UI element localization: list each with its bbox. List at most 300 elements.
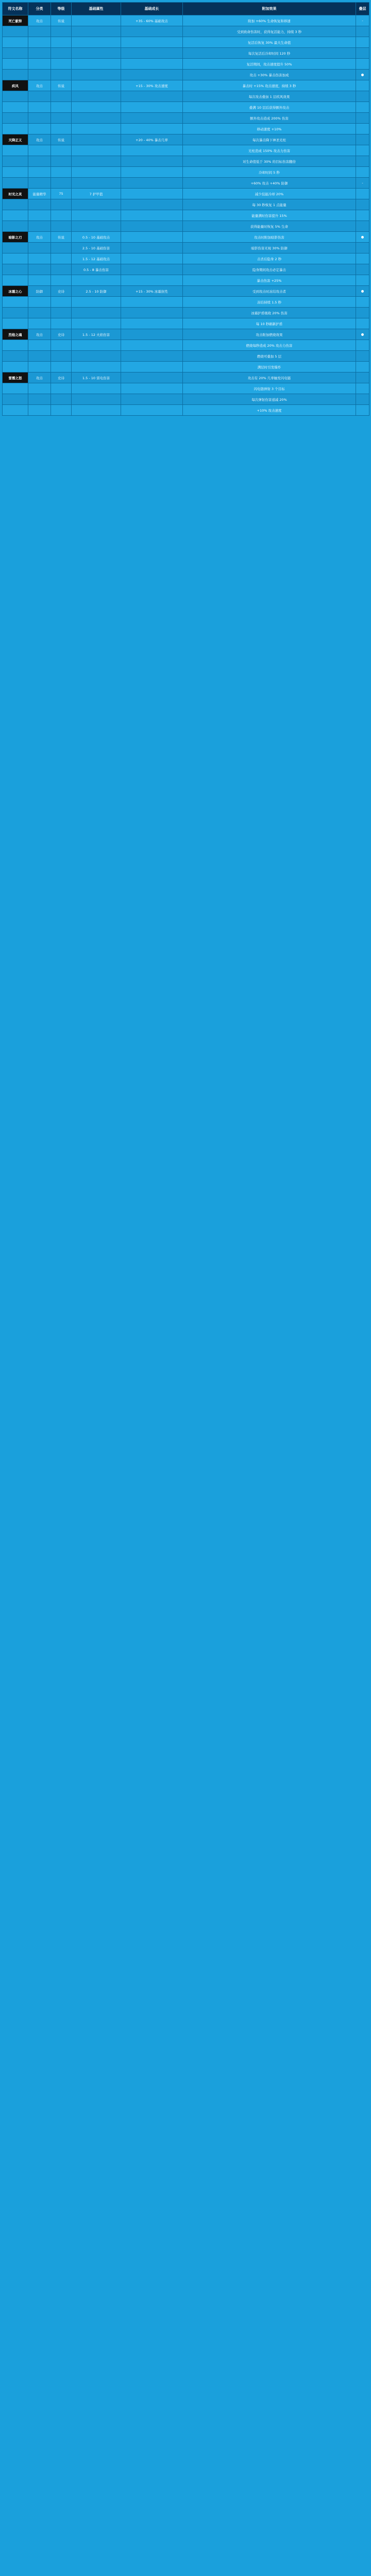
table-row — [3, 405, 369, 416]
table-row — [3, 145, 369, 156]
cell-type — [28, 156, 51, 167]
cell-base — [72, 134, 121, 145]
cell-level — [51, 145, 72, 156]
cell-growth — [121, 253, 183, 264]
cell-effect: 受到攻击时冻结攻击者 — [183, 286, 356, 297]
cell-name — [3, 340, 28, 351]
table-row — [3, 37, 369, 48]
cell-stack: - — [356, 15, 369, 26]
cell-name — [3, 210, 28, 221]
cell-name — [3, 26, 28, 37]
cell-type: 攻击 — [28, 372, 51, 383]
cell-base — [72, 91, 121, 102]
cell-growth — [121, 329, 183, 340]
cell-stack — [356, 48, 369, 59]
cell-type: 攻击 — [28, 80, 51, 91]
cell-level — [51, 318, 72, 329]
cell-effect: 冻结持续 1.5 秒 — [183, 297, 356, 308]
cell-name: 死亡献祭 — [3, 15, 28, 26]
cell-stack — [356, 113, 369, 124]
cell-level — [51, 221, 72, 232]
cell-growth — [121, 70, 183, 80]
cell-base: 0.5 - 10 基础攻击 — [72, 232, 121, 243]
table-row — [3, 113, 369, 124]
cell-level — [51, 91, 72, 102]
cell-effect: 攻击有 20% 几率触发闪电链 — [183, 372, 356, 383]
column-header: 基础属性 — [72, 3, 121, 15]
cell-effect: 暴击时 +15% 攻击速度，持续 3 秒 — [183, 80, 356, 91]
cell-level — [51, 59, 72, 70]
cell-growth — [121, 372, 183, 383]
cell-name — [3, 308, 28, 318]
cell-stack — [356, 37, 369, 48]
cell-stack — [356, 394, 369, 405]
cell-base: 2.5 - 10 基础伤害 — [72, 243, 121, 253]
cell-type — [28, 275, 51, 286]
cell-stack — [356, 199, 369, 210]
cell-name — [3, 264, 28, 275]
table-row — [3, 189, 369, 199]
cell-level: 史诗 — [51, 286, 72, 297]
cell-level — [51, 102, 72, 113]
cell-level — [51, 48, 72, 59]
cell-effect: 攻击时附加暗影伤害 — [183, 232, 356, 243]
cell-stack — [356, 102, 369, 113]
cell-base — [72, 362, 121, 372]
table-row — [3, 15, 369, 26]
cell-type — [28, 308, 51, 318]
cell-effect: 燃烧每秒造成 20% 攻击力伤害 — [183, 340, 356, 351]
cell-effect: 对生命值低于 30% 的目标伤害翻倍 — [183, 156, 356, 167]
table-row — [3, 372, 369, 383]
cell-stack: ● — [356, 329, 369, 340]
cell-effect: 满层时引发爆炸 — [183, 362, 356, 372]
table-body — [3, 15, 369, 416]
cell-base — [72, 102, 121, 113]
table-row — [3, 286, 369, 297]
cell-base — [72, 394, 121, 405]
cell-level: 史诗 — [51, 372, 72, 383]
table-row — [3, 167, 369, 178]
cell-level — [51, 253, 72, 264]
cell-effect: 复活后恢复 30% 最大生命值 — [183, 37, 356, 48]
cell-effect: 每 30 秒恢复 1 点能量 — [183, 199, 356, 210]
cell-base — [72, 297, 121, 308]
cell-type — [28, 383, 51, 394]
table-row — [3, 91, 369, 102]
table-row — [3, 264, 369, 275]
column-header: 叠层 — [356, 3, 369, 15]
cell-name — [3, 156, 28, 167]
cell-type — [28, 102, 51, 113]
cell-growth — [121, 394, 183, 405]
cell-growth — [121, 91, 183, 102]
cell-level — [51, 37, 72, 48]
cell-type: 能量精华 — [28, 189, 51, 199]
cell-level — [51, 113, 72, 124]
cell-growth — [121, 243, 183, 253]
cell-base: 0.5 - 8 暴击伤害 — [72, 264, 121, 275]
cell-level — [51, 362, 72, 372]
cell-growth — [121, 308, 183, 318]
cell-base — [72, 199, 121, 210]
cell-stack — [356, 275, 369, 286]
column-header: 分类 — [28, 3, 51, 15]
cell-effect: 每次攻击叠加 1 层疾风效果 — [183, 91, 356, 102]
cell-base — [72, 26, 121, 37]
column-header: 等级 — [51, 3, 72, 15]
table-row — [3, 48, 369, 59]
cell-stack — [356, 134, 369, 145]
cell-name — [3, 70, 28, 80]
cell-base — [72, 383, 121, 394]
cell-stack — [356, 145, 369, 156]
cell-stack — [356, 189, 369, 199]
cell-name — [3, 91, 28, 102]
cell-base — [72, 48, 121, 59]
cell-stack — [356, 362, 369, 372]
cell-type — [28, 59, 51, 70]
table-row — [3, 351, 369, 362]
cell-growth — [121, 264, 183, 275]
cell-base — [72, 113, 121, 124]
table-row — [3, 221, 369, 232]
cell-growth — [121, 37, 183, 48]
cell-growth — [121, 362, 183, 372]
cell-growth — [121, 48, 183, 59]
table-row — [3, 329, 369, 340]
cell-growth — [121, 340, 183, 351]
cell-growth — [121, 59, 183, 70]
cell-level — [51, 340, 72, 351]
cell-base: 7 护甲值 — [72, 189, 121, 199]
cell-stack: ● — [356, 286, 369, 297]
cell-type: 攻击 — [28, 134, 51, 145]
table-row — [3, 199, 369, 210]
cell-name — [3, 124, 28, 134]
cell-type — [28, 351, 51, 362]
cell-effect: 光柱造成 150% 攻击力伤害 — [183, 145, 356, 156]
cell-growth — [121, 199, 183, 210]
cell-level — [51, 199, 72, 210]
cell-effect: 每次复活后冷却时间 120 秒 — [183, 48, 356, 59]
cell-base: 1.5 - 10 雷电伤害 — [72, 372, 121, 383]
cell-level — [51, 167, 72, 178]
table-row — [3, 243, 369, 253]
cell-effect: 攻击附加燃烧效果 — [183, 329, 356, 340]
cell-base — [72, 178, 121, 189]
table-header-row — [3, 3, 369, 15]
cell-type — [28, 340, 51, 351]
cell-base — [72, 318, 121, 329]
cell-effect: 叠满 10 层后获得额外攻击 — [183, 102, 356, 113]
cell-name — [3, 167, 28, 178]
cell-name: 疾风 — [3, 80, 28, 91]
column-header: 附加效果 — [183, 3, 356, 15]
cell-effect: 攻击 +30% 暴击伤害加成 — [183, 70, 356, 80]
cell-level — [51, 178, 72, 189]
table-row — [3, 80, 369, 91]
cell-name — [3, 351, 28, 362]
cell-base — [72, 405, 121, 416]
cell-name — [3, 59, 28, 70]
cell-growth — [121, 167, 183, 178]
table-row — [3, 253, 369, 264]
rune-table — [2, 2, 369, 416]
cell-level — [51, 394, 72, 405]
cell-type — [28, 113, 51, 124]
table-row — [3, 102, 369, 113]
cell-growth — [121, 318, 183, 329]
cell-name — [3, 48, 28, 59]
cell-effect: 每次暴击降下神圣光柱 — [183, 134, 356, 145]
cell-base — [72, 124, 121, 134]
cell-growth — [121, 383, 183, 394]
cell-stack — [356, 297, 369, 308]
cell-effect: 附加 +60% 生命恢复和移速 — [183, 15, 356, 26]
cell-stack — [356, 26, 369, 37]
cell-name — [3, 221, 28, 232]
table-row — [3, 70, 369, 80]
table-row — [3, 308, 369, 318]
cell-growth — [121, 275, 183, 286]
cell-name — [3, 243, 28, 253]
cell-type — [28, 243, 51, 253]
cell-base: 2.5 - 10 防御 — [72, 286, 121, 297]
cell-name — [3, 178, 28, 189]
cell-stack — [356, 156, 369, 167]
cell-level — [51, 210, 72, 221]
cell-base — [72, 340, 121, 351]
cell-stack — [356, 383, 369, 394]
cell-type: 攻击 — [28, 232, 51, 243]
table-row — [3, 156, 369, 167]
cell-growth — [121, 189, 183, 199]
cell-level — [51, 297, 72, 308]
cell-effect: 隐身期间攻击必定暴击 — [183, 264, 356, 275]
cell-growth — [121, 178, 183, 189]
cell-name: 雷霆之怒 — [3, 372, 28, 383]
cell-level — [51, 308, 72, 318]
cell-growth — [121, 102, 183, 113]
cell-stack — [356, 59, 369, 70]
cell-type — [28, 145, 51, 156]
cell-base: 1.5 - 12 火焰伤害 — [72, 329, 121, 340]
cell-name — [3, 253, 28, 264]
table-row — [3, 178, 369, 189]
cell-stack — [356, 167, 369, 178]
cell-name — [3, 297, 28, 308]
cell-level: 史诗 — [51, 329, 72, 340]
cell-base — [72, 37, 121, 48]
cell-type — [28, 210, 51, 221]
cell-base — [72, 15, 121, 26]
cell-stack — [356, 221, 369, 232]
cell-effect: 每次弹射伤害递减 20% — [183, 394, 356, 405]
cell-type — [28, 26, 51, 37]
cell-growth: +15 - 30% 冰霜抗性 — [121, 286, 183, 297]
column-header: 基础成长 — [121, 3, 183, 15]
cell-stack — [356, 80, 369, 91]
cell-base — [72, 80, 121, 91]
cell-level — [51, 264, 72, 275]
cell-effect: 闪电链弹射 3 个目标 — [183, 383, 356, 394]
table-row — [3, 362, 369, 372]
cell-effect: 暴击伤害 +25% — [183, 275, 356, 286]
cell-effect: 减少技能冷却 20% — [183, 189, 356, 199]
cell-level: 传说 — [51, 134, 72, 145]
cell-growth: +15 - 30% 攻击速度 — [121, 80, 183, 91]
table-row — [3, 318, 369, 329]
table-row — [3, 394, 369, 405]
cell-growth — [121, 26, 183, 37]
cell-effect: 击杀后隐身 2 秒 — [183, 253, 356, 264]
cell-stack — [356, 372, 369, 383]
cell-level — [51, 124, 72, 134]
cell-name — [3, 394, 28, 405]
table-row — [3, 210, 369, 221]
cell-name: 冰霜之心 — [3, 286, 28, 297]
cell-effect: +60% 攻击 +40% 防御 — [183, 178, 356, 189]
cell-growth: +20 - 40% 暴击几率 — [121, 134, 183, 145]
cell-type — [28, 124, 51, 134]
cell-growth — [121, 156, 183, 167]
table-row — [3, 232, 369, 243]
cell-level — [51, 275, 72, 286]
cell-effect: 受到致命伤害时，获得复活能力，持续 3 秒 — [183, 26, 356, 37]
cell-name — [3, 275, 28, 286]
cell-type: 攻击 — [28, 329, 51, 340]
table-row — [3, 59, 369, 70]
cell-type: 防御 — [28, 286, 51, 297]
cell-base — [72, 221, 121, 232]
cell-name — [3, 145, 28, 156]
cell-name — [3, 383, 28, 394]
table-row — [3, 383, 369, 394]
cell-growth — [121, 210, 183, 221]
table-row — [3, 275, 369, 286]
cell-stack — [356, 253, 369, 264]
cell-growth — [121, 351, 183, 362]
cell-name — [3, 102, 28, 113]
cell-stack — [356, 243, 369, 253]
cell-base — [72, 70, 121, 80]
cell-level — [51, 70, 72, 80]
cell-growth — [121, 221, 183, 232]
cell-type — [28, 48, 51, 59]
cell-growth: +35 - 60% 基础攻击 — [121, 15, 183, 26]
cell-growth — [121, 113, 183, 124]
cell-base — [72, 59, 121, 70]
cell-base — [72, 167, 121, 178]
column-header: 符文名称 — [3, 3, 28, 15]
cell-level — [51, 156, 72, 167]
cell-base — [72, 351, 121, 362]
cell-level — [51, 351, 72, 362]
cell-growth — [121, 232, 183, 243]
cell-type — [28, 199, 51, 210]
cell-level — [51, 383, 72, 394]
cell-growth — [121, 297, 183, 308]
cell-type — [28, 70, 51, 80]
cell-stack — [356, 405, 369, 416]
cell-stack: ● — [356, 232, 369, 243]
cell-effect: 能量满时伤害提升 15% — [183, 210, 356, 221]
cell-type: 攻击 — [28, 15, 51, 26]
table-row — [3, 134, 369, 145]
cell-stack: ● — [356, 70, 369, 80]
cell-name: 暗影之刃 — [3, 232, 28, 243]
cell-stack — [356, 124, 369, 134]
cell-effect: 额外攻击造成 200% 伤害 — [183, 113, 356, 124]
cell-level — [51, 26, 72, 37]
cell-effect: 复活期间，攻击速度提升 50% — [183, 59, 356, 70]
cell-type — [28, 178, 51, 189]
cell-stack — [356, 308, 369, 318]
cell-name: 天降正义 — [3, 134, 28, 145]
cell-base — [72, 275, 121, 286]
cell-effect: 暗影伤害无视 30% 防御 — [183, 243, 356, 253]
cell-level: 传说 — [51, 15, 72, 26]
cell-name — [3, 405, 28, 416]
cell-base — [72, 156, 121, 167]
cell-stack — [356, 318, 369, 329]
cell-type — [28, 297, 51, 308]
cell-name: 时光之灵 — [3, 189, 28, 199]
cell-growth — [121, 405, 183, 416]
cell-effect: 冰霜护盾吸收 20% 伤害 — [183, 308, 356, 318]
cell-stack — [356, 340, 369, 351]
cell-stack — [356, 264, 369, 275]
cell-type — [28, 394, 51, 405]
cell-name — [3, 113, 28, 124]
cell-base: 1.5 - 12 基础攻击 — [72, 253, 121, 264]
cell-level: 传说 — [51, 232, 72, 243]
cell-effect: 每 10 秒刷新护盾 — [183, 318, 356, 329]
table-row — [3, 124, 369, 134]
cell-name — [3, 362, 28, 372]
cell-effect: 获得能量时恢复 5% 生命 — [183, 221, 356, 232]
cell-type — [28, 253, 51, 264]
cell-level: 传说 — [51, 80, 72, 91]
cell-type — [28, 362, 51, 372]
cell-base — [72, 145, 121, 156]
cell-type — [28, 264, 51, 275]
cell-type — [28, 405, 51, 416]
cell-level — [51, 405, 72, 416]
cell-growth — [121, 145, 183, 156]
cell-base — [72, 308, 121, 318]
cell-effect: 冷却时间 5 秒 — [183, 167, 356, 178]
cell-stack — [356, 210, 369, 221]
cell-base — [72, 210, 121, 221]
cell-name — [3, 199, 28, 210]
cell-type — [28, 318, 51, 329]
cell-type — [28, 167, 51, 178]
cell-effect: 移动速度 +10% — [183, 124, 356, 134]
cell-name — [3, 318, 28, 329]
cell-stack: - — [356, 178, 369, 189]
table-row — [3, 26, 369, 37]
cell-type — [28, 221, 51, 232]
table-row — [3, 340, 369, 351]
table-row — [3, 297, 369, 308]
cell-type — [28, 37, 51, 48]
cell-level — [51, 243, 72, 253]
cell-effect: 燃烧可叠加 5 层 — [183, 351, 356, 362]
cell-name: 烈焰之魂 — [3, 329, 28, 340]
cell-stack — [356, 351, 369, 362]
